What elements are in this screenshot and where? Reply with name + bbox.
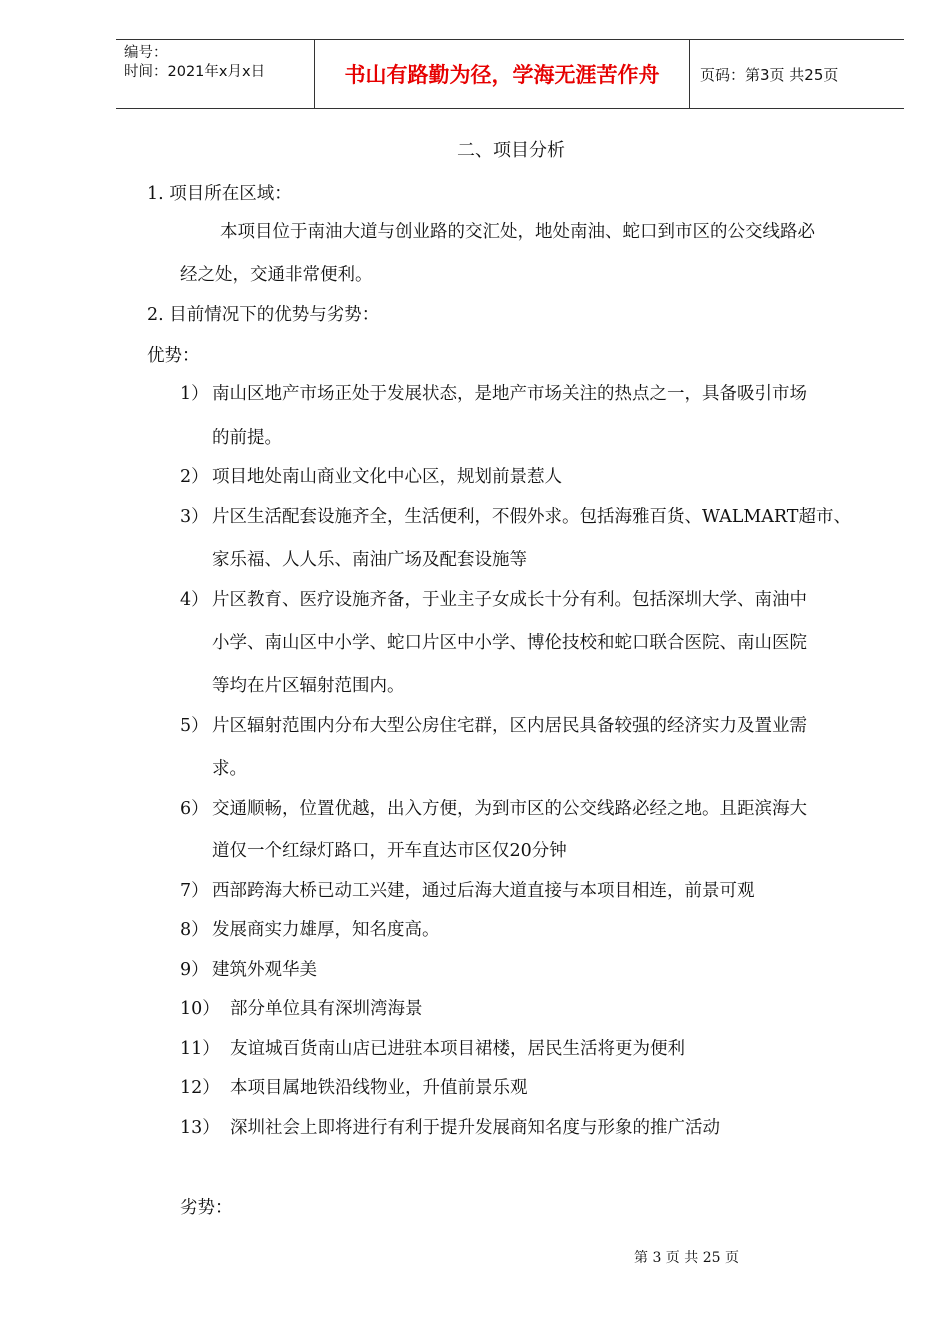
- list-item-cont: 小学、南山区中小学、蛇口片区中小学、博伦技校和蛇口联合医院、南山医院: [212, 633, 807, 653]
- list-item: 西部跨海大桥已动工兴建，通过后海大道直接与本项目相连，前景可观: [212, 881, 755, 901]
- list-item-cont: 家乐福、人人乐、南油广场及配套设施等: [212, 550, 527, 570]
- item1-para-line1: 本项目位于南油大道与创业路的交汇处，地处南油、蛇口到市区的公交线路必: [220, 222, 815, 242]
- list-item-num: 13）: [180, 1118, 220, 1138]
- doc-id-label: 编号：: [124, 45, 168, 61]
- page-header: [116, 39, 904, 109]
- list-item: 片区教育、医疗设施齐备，于业主子女成长十分有利。包括深圳大学、南油中: [212, 590, 807, 610]
- list-item-num: 12）: [180, 1078, 220, 1098]
- list-item: 本项目属地铁沿线物业，升值前景乐观: [230, 1078, 528, 1098]
- list-item-cont: 的前提。: [212, 428, 282, 448]
- list-item-cont: 求。: [212, 759, 247, 779]
- header-slogan: 书山有路勤为径，学海无涯苦作舟: [315, 40, 690, 108]
- list-item: 项目地处南山商业文化中心区，规划前景惹人: [212, 467, 562, 487]
- list-item-num: 11）: [180, 1039, 220, 1059]
- list-item-num: 8）: [180, 920, 209, 940]
- list-item-num: 3）: [180, 507, 209, 527]
- header-page-info: 页码：第3页 共25页: [700, 65, 839, 84]
- list-item: 部分单位具有深圳湾海景: [230, 999, 423, 1019]
- list-item-num: 2）: [180, 467, 209, 487]
- section-title: 二、项目分析: [457, 140, 565, 161]
- list-item: 片区辐射范围内分布大型公房住宅群，区内居民具备较强的经济实力及置业需: [212, 716, 807, 736]
- list-item-num: 6）: [180, 799, 209, 819]
- list-item: 发展商实力雄厚，知名度高。: [212, 920, 440, 940]
- item1-heading: 1. 项目所在区域：: [147, 184, 292, 204]
- header-meta-cell: [116, 40, 315, 108]
- list-item-num: 9）: [180, 960, 209, 980]
- list-item-num: 10）: [180, 999, 220, 1019]
- list-item-num: 5）: [180, 716, 209, 736]
- list-item: 南山区地产市场正处于发展状态，是地产市场关注的热点之一，具备吸引市场: [212, 384, 807, 404]
- disadvantages-label: 劣势：: [180, 1198, 233, 1218]
- advantages-label: 优势：: [147, 346, 200, 366]
- list-item: 片区生活配套设施齐全，生活便利，不假外求。包括海雅百货、WALMART超市、: [212, 507, 851, 527]
- list-item-cont: 等均在片区辐射范围内。: [212, 676, 405, 696]
- item1-para-line2: 经之处，交通非常便利。: [180, 265, 373, 285]
- list-item-cont: 道仅一个红绿灯路口，开车直达市区仅20分钟: [212, 841, 567, 861]
- doc-time-label: 时间：2021年x月x日: [124, 64, 266, 80]
- list-item-num: 7）: [180, 881, 209, 901]
- page-footer: 第 3 页 共 25 页: [634, 1250, 739, 1266]
- list-item-num: 1）: [180, 384, 209, 404]
- list-item: 深圳社会上即将进行有利于提升发展商知名度与形象的推广活动: [230, 1118, 720, 1138]
- list-item: 友谊城百货南山店已进驻本项目裙楼，居民生活将更为便利: [230, 1039, 685, 1059]
- list-item: 交通顺畅，位置优越，出入方便，为到市区的公交线路必经之地。且距滨海大: [212, 799, 807, 819]
- list-item: 建筑外观华美: [212, 960, 317, 980]
- item2-heading: 2. 目前情况下的优势与劣势：: [147, 305, 380, 325]
- list-item-num: 4）: [180, 590, 209, 610]
